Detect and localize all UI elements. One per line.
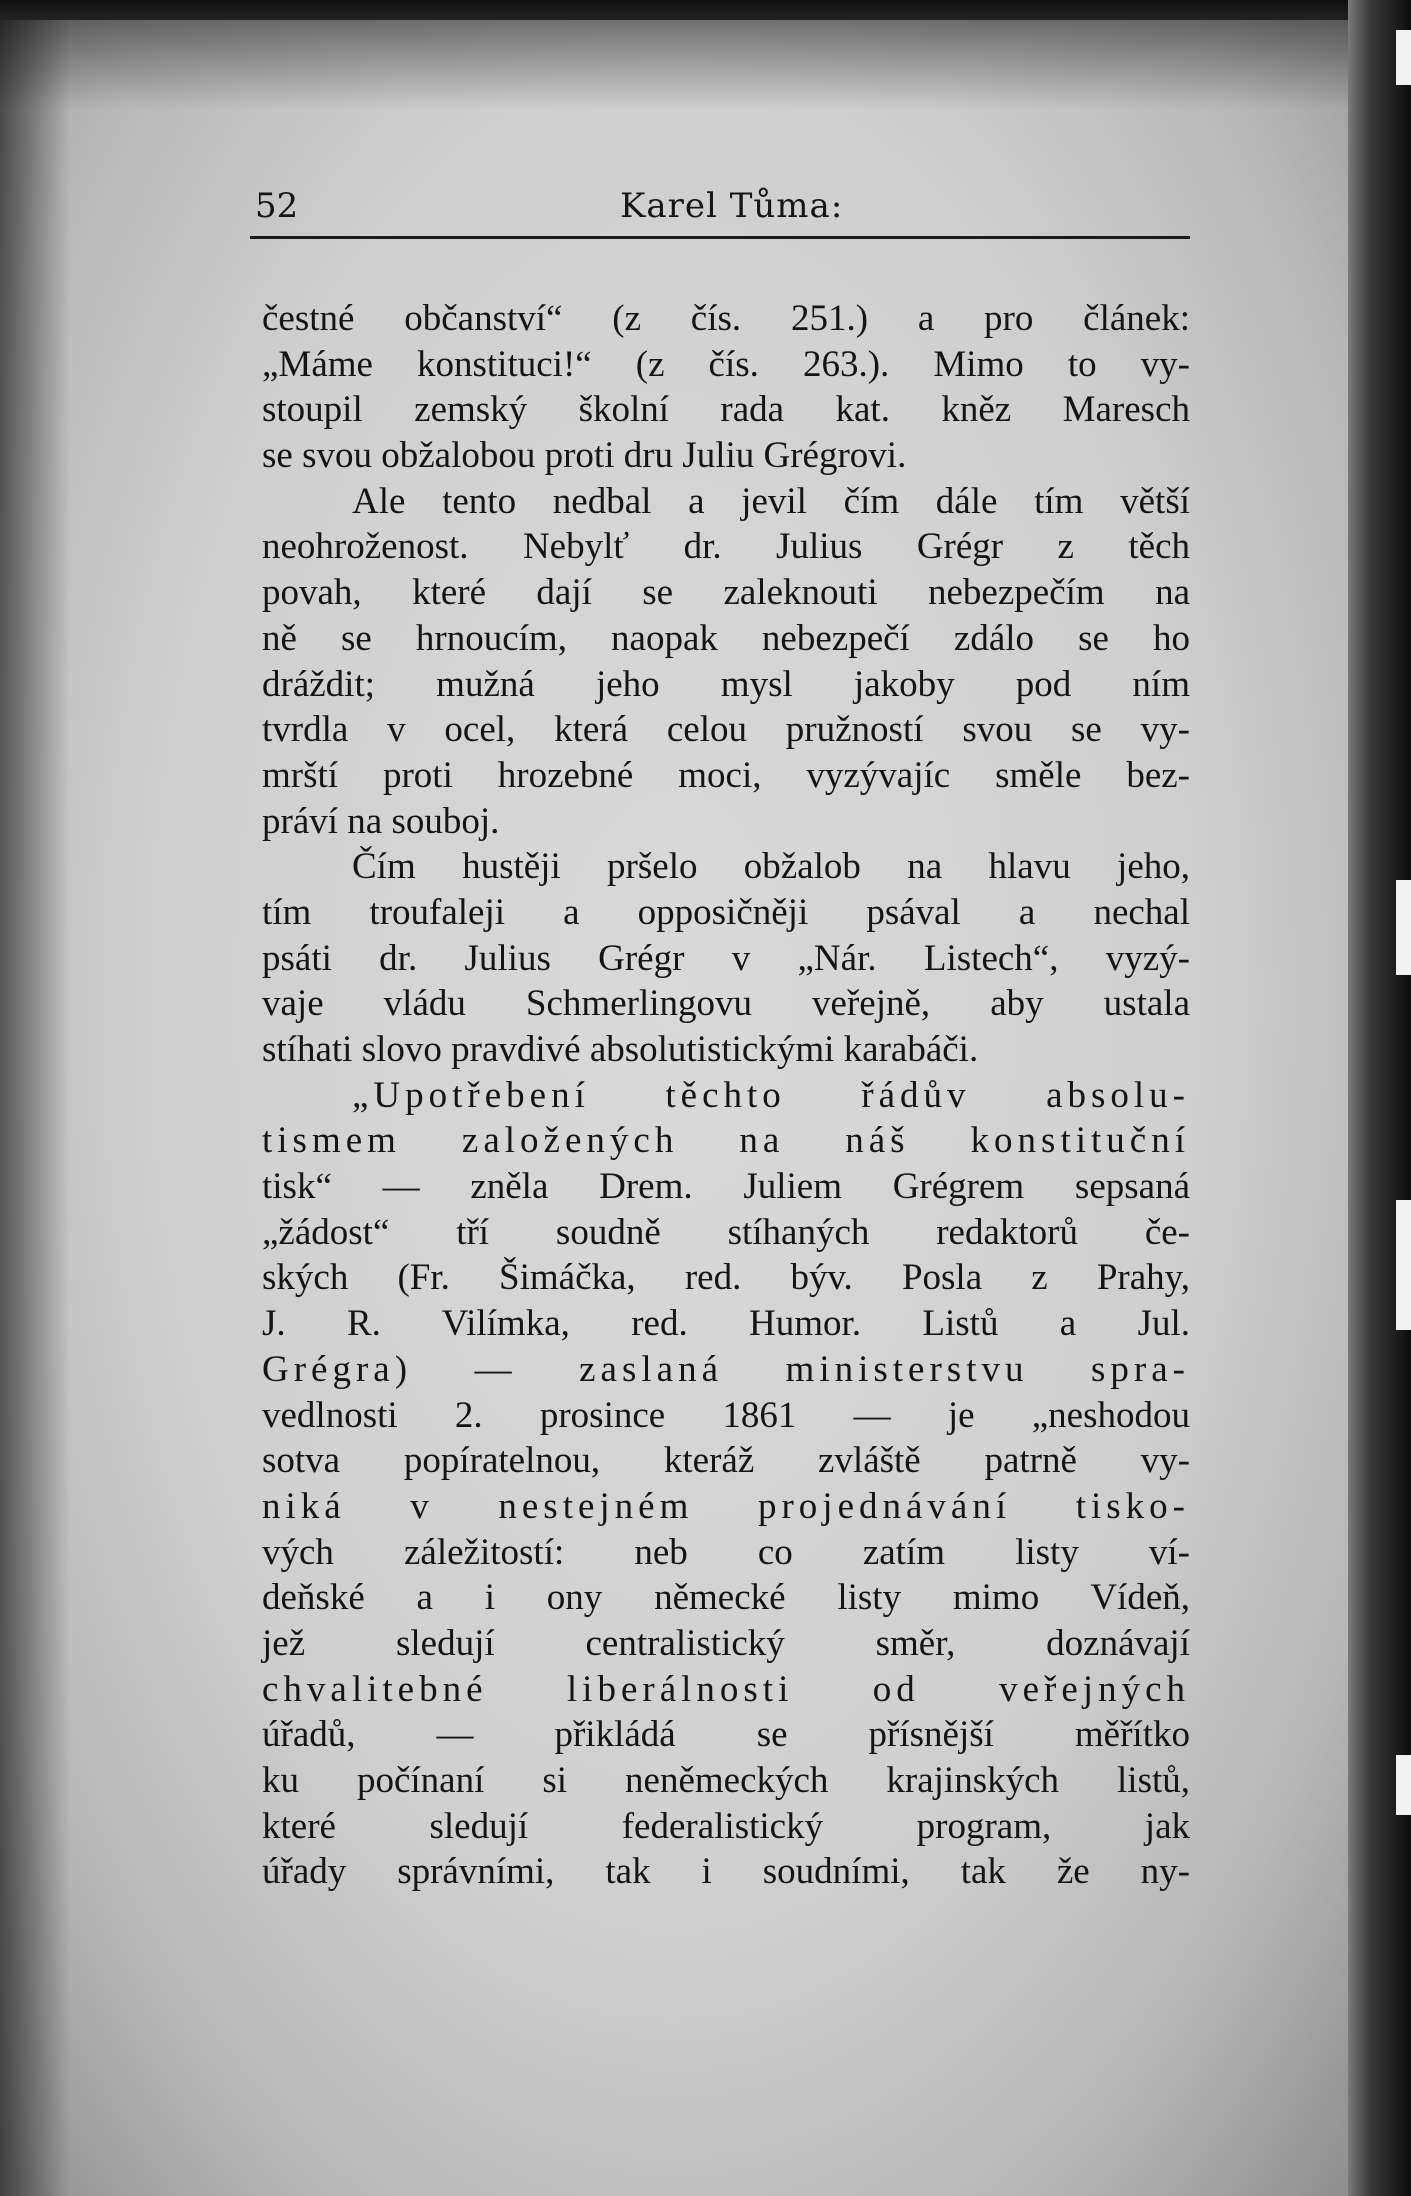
spine-highlight: [1396, 1200, 1411, 1330]
text-line: deňské a i ony německé listy mimo Vídeň,: [262, 1577, 1190, 1619]
text-line: Ale tento nedbal a jevil čím dále tím větší: [352, 480, 1190, 522]
paper-shadow-left: [0, 20, 70, 2196]
text-line: stoupil zemský školní rada kat. kněz Maresch: [262, 389, 1190, 431]
text-line: niká v nestejném projednávání tisko-: [262, 1485, 1190, 1527]
text-line: povah, které dají se zaleknouti nebezpečím na: [262, 572, 1190, 614]
page-number: 52: [255, 186, 299, 226]
text-line: se svou obžalobou proti dru Juliu Grégrovi.: [262, 435, 907, 477]
text-line: sotva popíratelnou, kteráž zvláště patrně vy-: [262, 1440, 1190, 1482]
text-line: ku počínaní si neněmeckých krajinských listů,: [262, 1760, 1190, 1801]
text-line: tvrdla v ocel, která celou pružností svou se vy-: [262, 709, 1190, 751]
page-header: [255, 186, 1190, 232]
text-line: „Upotřebení těchto řádův absolu-: [352, 1074, 1190, 1116]
text-line: tismem založených na náš konstituční: [262, 1120, 1190, 1162]
text-line: Čím hustěji pršelo obžalob na hlavu jeho,: [352, 846, 1190, 888]
running-head: Karel Tůma:: [620, 186, 844, 226]
text-line: úřadů, — přikládá se přísnější měřítko: [262, 1714, 1190, 1756]
text-line: úřady správními, tak i soudními, tak že ny-: [262, 1851, 1190, 1893]
spine-highlight: [1396, 1755, 1411, 1815]
text-line: jež sledují centralistický směr, doznávají: [262, 1622, 1190, 1664]
text-line: vých záležitostí: neb co zatím listy ví-: [262, 1531, 1190, 1573]
text-line: ně se hrnoucím, naopak nebezpečí zdálo se ho: [262, 617, 1190, 659]
text-line: vaje vládu Schmerlingovu veřejně, aby ustala: [262, 983, 1190, 1025]
book-spine-edge: [1348, 0, 1411, 2196]
header-rule: [250, 236, 1190, 239]
text-line: ských (Fr. Šimáčka, red. býv. Posla z Prahy,: [262, 1257, 1190, 1299]
text-line: dráždit; mužná jeho mysl jakoby pod ním: [262, 663, 1190, 705]
text-line: mrští proti hrozebné moci, vyzývajíc směle bez-: [262, 754, 1190, 796]
text-line: stíhati slovo pravdivé absolutistickými karabáči.: [262, 1029, 979, 1070]
text-line: práví na souboj.: [262, 800, 500, 842]
text-line: psáti dr. Julius Grégr v „Nár. Listech“, vyzý-: [262, 937, 1190, 979]
text-line: tím troufaleji a opposičněji psával a nechal: [262, 891, 1190, 933]
text-line: tisk“ — zněla Drem. Juliem Grégrem sepsaná: [262, 1166, 1190, 1208]
text-line: vedlnosti 2. prosince 1861 — je „neshodou: [262, 1394, 1190, 1436]
text-line: J. R. Vilímka, red. Humor. Listů a Jul.: [262, 1303, 1190, 1345]
text-line: „žádost“ tří soudně stíhaných redaktorů če-: [262, 1211, 1190, 1253]
text-line: neohroženost. Nebylť dr. Julius Grégr z těch: [262, 526, 1190, 568]
spine-highlight: [1396, 880, 1411, 975]
spine-highlight: [1396, 30, 1411, 85]
text-line: „Máme konstituci!“ (z čís. 263.). Mimo to vy-: [262, 343, 1190, 385]
text-line: Grégra) — zaslaná ministerstvu spra-: [262, 1348, 1190, 1390]
text-line: které sledují federalistický program, jak: [262, 1805, 1190, 1847]
body-text: [262, 296, 1190, 1895]
text-line: čestné občanství“ (z čís. 251.) a pro článek:: [262, 298, 1190, 339]
text-line: chvalitebné liberálnosti od veřejných: [262, 1668, 1190, 1710]
paper-shadow-top: [0, 20, 1348, 110]
